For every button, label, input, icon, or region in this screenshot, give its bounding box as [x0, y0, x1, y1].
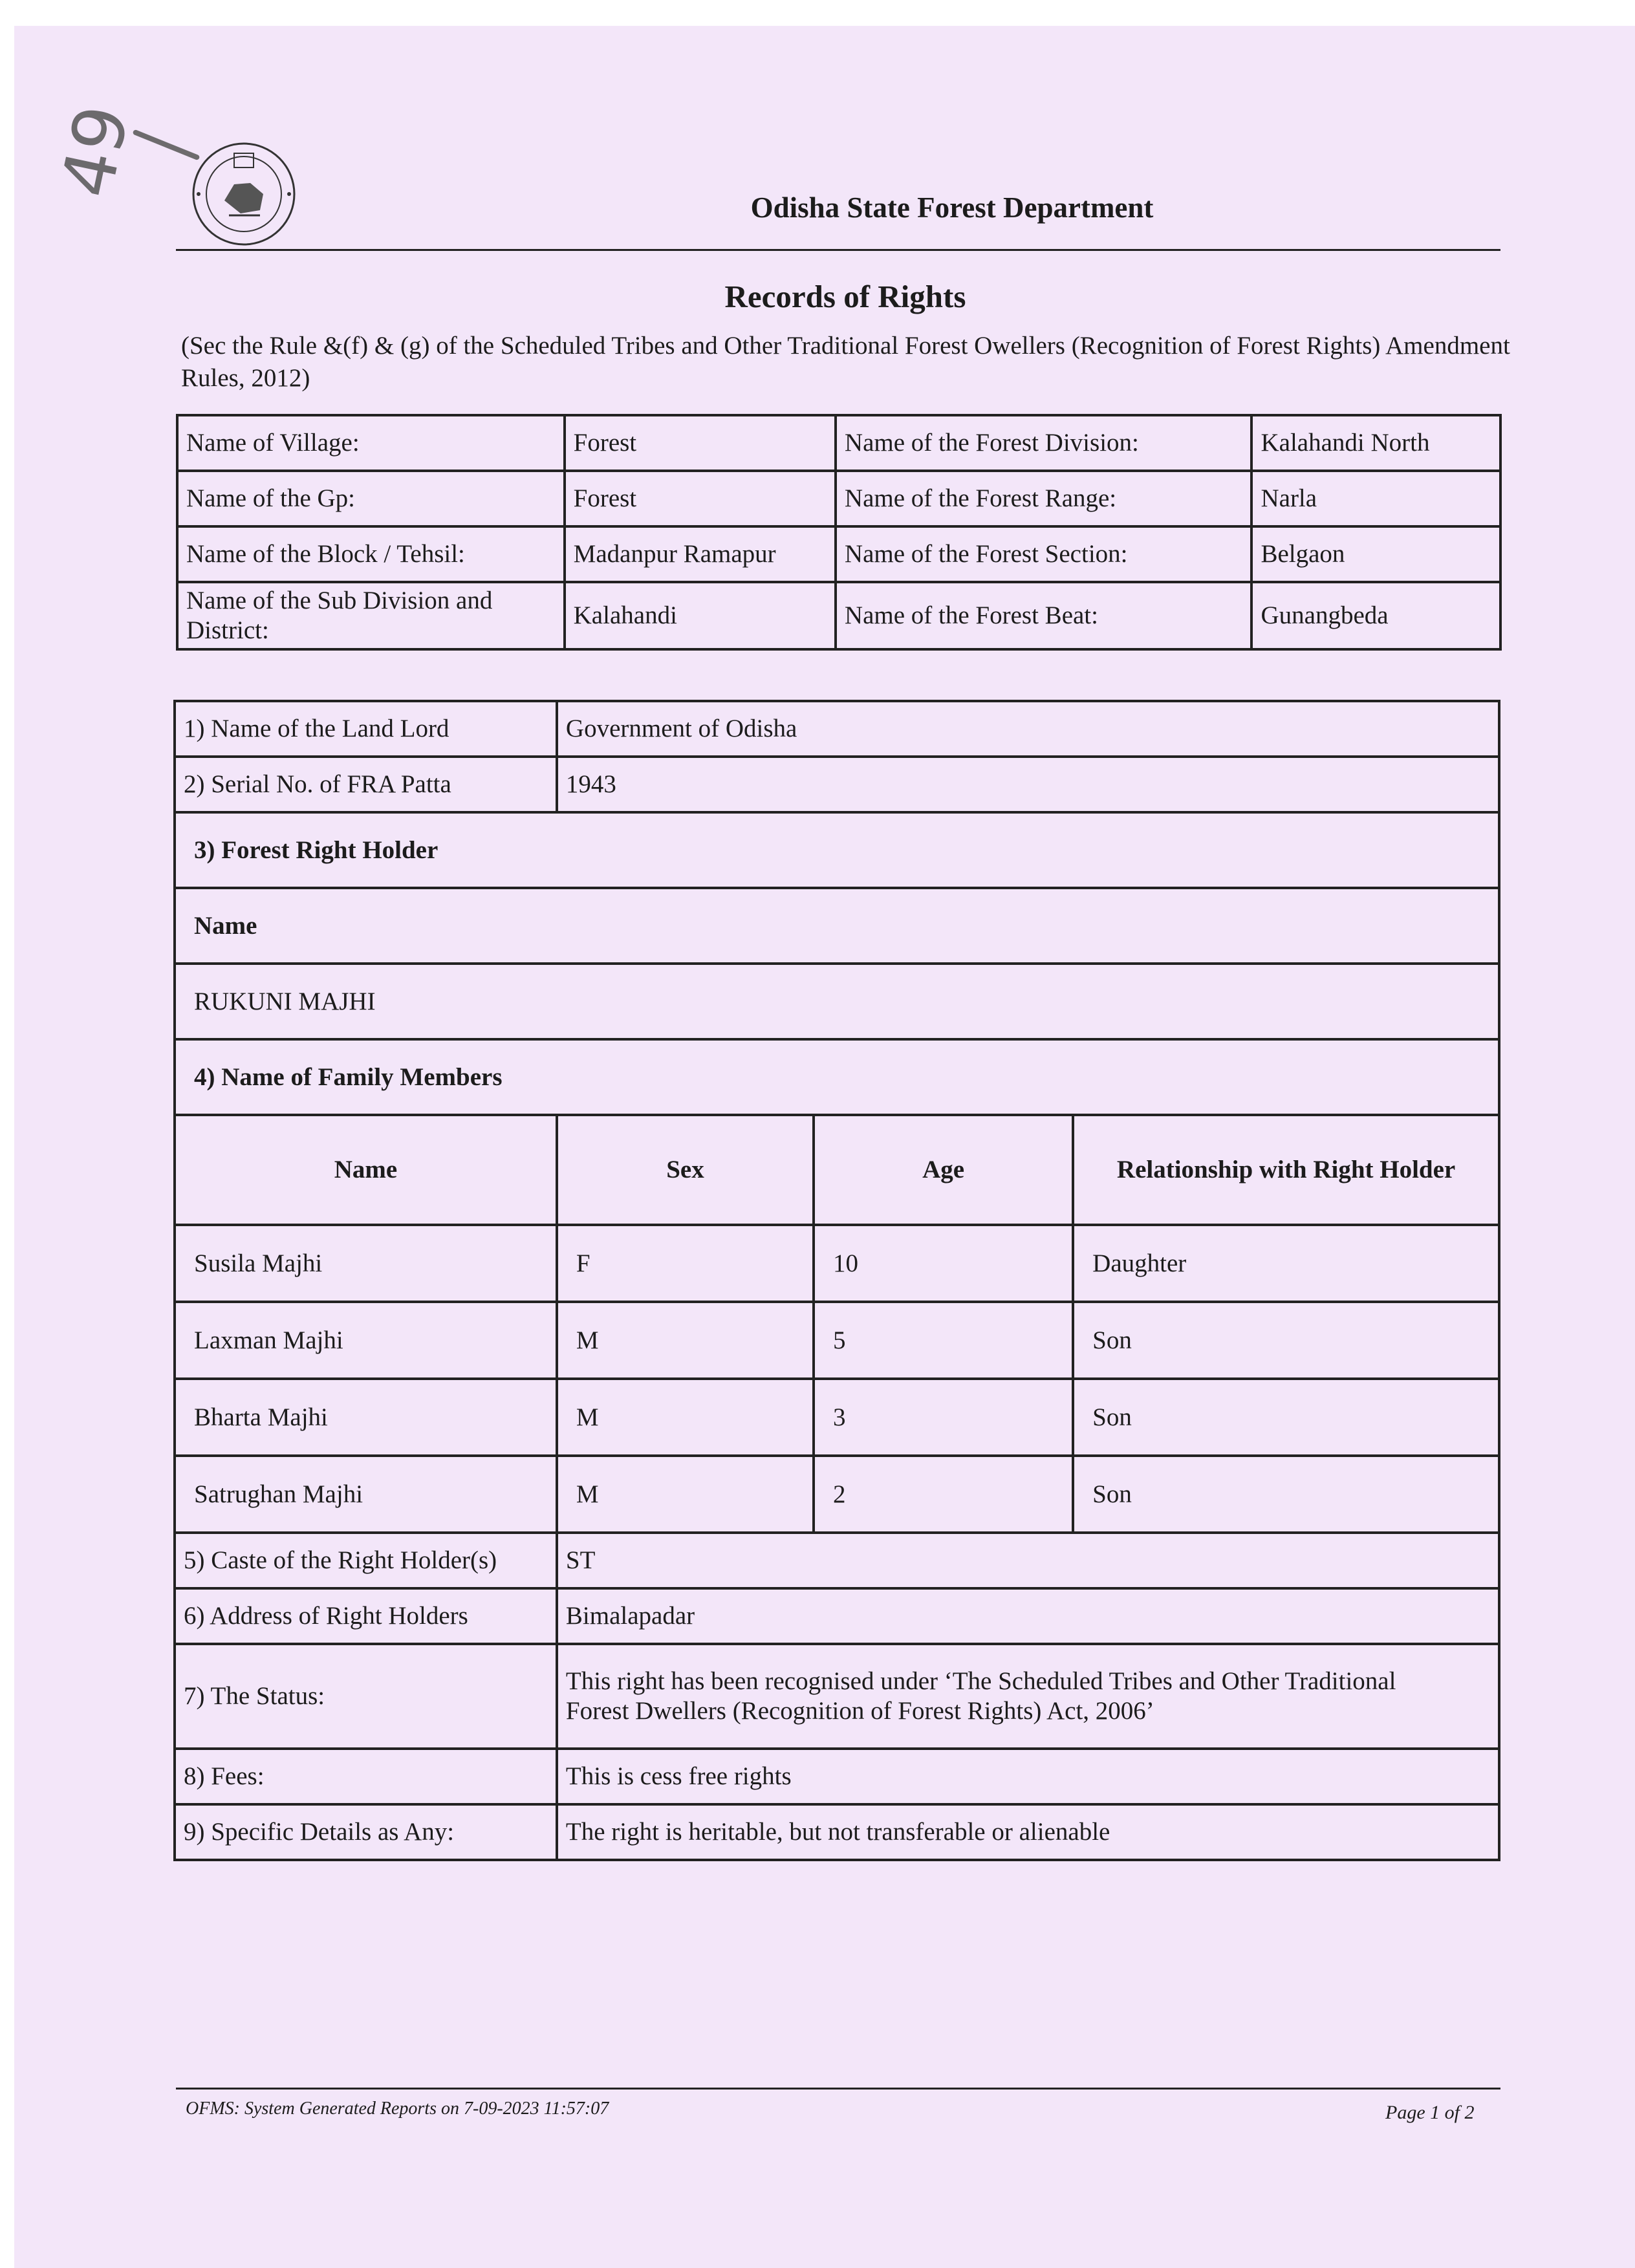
table-row	[175, 1804, 1499, 1860]
table-row	[175, 1379, 1499, 1456]
family-header-name: Name	[175, 1115, 557, 1225]
table-row	[177, 415, 1500, 471]
table-row	[175, 964, 1499, 1039]
generated-timestamp: OFMS: System Generated Reports on 7-09-2023 11:57:07	[186, 2099, 609, 2119]
family-relation: Son	[1073, 1379, 1499, 1456]
table-row	[175, 1456, 1499, 1533]
details-label: 9) Specific Details as Any:	[175, 1804, 557, 1860]
family-name: Susila Majhi	[175, 1225, 557, 1302]
gp-value: Forest	[565, 471, 836, 526]
document-page	[14, 26, 1635, 2268]
table-row	[177, 526, 1500, 582]
details-value: The right is heritable, but not transferable or alienable	[557, 1804, 1499, 1860]
family-header-relation: Relationship with Right Holder	[1073, 1115, 1499, 1225]
family-relation: Son	[1073, 1302, 1499, 1379]
forest-range-label: Name of the Forest Range:	[836, 471, 1252, 526]
holder-name: RUKUNI MAJHI	[175, 964, 1499, 1039]
status-value	[557, 1644, 1499, 1749]
table-row	[175, 1039, 1499, 1115]
family-name: Laxman Majhi	[175, 1302, 557, 1379]
family-relation: Son	[1073, 1456, 1499, 1533]
holder-section-heading: 3) Forest Right Holder	[175, 812, 1499, 888]
subdivision-label: Name of the Sub Division and District:	[177, 582, 565, 649]
status-value-line-2: Forest Dwellers (Recognition of Forest Rights) Act, 2006’	[565, 1697, 1154, 1725]
family-name: Bharta Majhi	[175, 1379, 557, 1456]
table-row	[175, 812, 1499, 888]
village-value: Forest	[565, 415, 836, 471]
department-name: Odisha State Forest Department	[750, 191, 1154, 224]
footer-divider	[176, 2088, 1500, 2090]
forest-division-value: Kalahandi North	[1251, 415, 1500, 471]
family-header-age: Age	[814, 1115, 1073, 1225]
family-header-sex: Sex	[557, 1115, 814, 1225]
table-row	[177, 582, 1500, 649]
family-sex: M	[557, 1302, 814, 1379]
forest-beat-value: Gunangbeda	[1251, 582, 1500, 649]
family-relation: Daughter	[1073, 1225, 1499, 1302]
block-value: Madanpur Ramapur	[565, 526, 836, 582]
gp-label: Name of the Gp:	[177, 471, 565, 526]
record-table	[173, 700, 1500, 1861]
family-age: 10	[814, 1225, 1073, 1302]
caste-label: 5) Caste of the Right Holder(s)	[175, 1533, 557, 1588]
odisha-emblem-icon	[189, 139, 299, 249]
table-row	[175, 1302, 1499, 1379]
family-sex: F	[557, 1225, 814, 1302]
table-row	[175, 1533, 1499, 1588]
land-lord-value: Government of Odisha	[557, 701, 1499, 757]
location-table	[176, 414, 1502, 651]
table-row	[175, 1225, 1499, 1302]
fees-value: This is cess free rights	[557, 1749, 1499, 1804]
forest-section-value: Belgaon	[1251, 526, 1500, 582]
handwritten-mark: 49	[45, 98, 146, 204]
family-section-heading: 4) Name of Family Members	[175, 1039, 1499, 1115]
family-age: 2	[814, 1456, 1073, 1533]
caste-value: ST	[557, 1533, 1499, 1588]
status-value-line-1: This right has been recognised under ‘The Scheduled Tribes and Other Traditional	[565, 1667, 1396, 1695]
table-row	[175, 888, 1499, 964]
family-name: Satrughan Majhi	[175, 1456, 557, 1533]
serial-value: 1943	[557, 757, 1499, 812]
page-number: Page 1 of 2	[1385, 2102, 1475, 2123]
table-row	[175, 1644, 1499, 1749]
header-divider	[176, 249, 1500, 251]
forest-section-label: Name of the Forest Section:	[836, 526, 1252, 582]
subdivision-value: Kalahandi	[565, 582, 836, 649]
forest-division-label: Name of the Forest Division:	[836, 415, 1252, 471]
table-row	[175, 757, 1499, 812]
status-label: 7) The Status:	[175, 1644, 557, 1749]
land-lord-label: 1) Name of the Land Lord	[175, 701, 557, 757]
table-row	[177, 471, 1500, 526]
table-row	[175, 701, 1499, 757]
family-age: 3	[814, 1379, 1073, 1456]
forest-beat-label: Name of the Forest Beat:	[836, 582, 1252, 649]
address-label: 6) Address of Right Holders	[175, 1588, 557, 1644]
family-sex: M	[557, 1379, 814, 1456]
village-label: Name of Village:	[177, 415, 565, 471]
block-label: Name of the Block / Tehsil:	[177, 526, 565, 582]
document-subtitle: (Sec the Rule &(f) & (g) of the Scheduled Tribes and Other Traditional Forest Owellers (Recognition of Forest Rights) Amendment Rules, 2012)	[181, 332, 1510, 392]
forest-range-value: Narla	[1251, 471, 1500, 526]
serial-label: 2) Serial No. of FRA Patta	[175, 757, 557, 812]
name-heading: Name	[175, 888, 1499, 964]
family-age: 5	[814, 1302, 1073, 1379]
document-title: Records of Rights	[724, 279, 966, 314]
table-row	[175, 1588, 1499, 1644]
address-value: Bimalapadar	[557, 1588, 1499, 1644]
table-header-row	[175, 1115, 1499, 1225]
table-row	[175, 1749, 1499, 1804]
family-sex: M	[557, 1456, 814, 1533]
fees-label: 8) Fees:	[175, 1749, 557, 1804]
